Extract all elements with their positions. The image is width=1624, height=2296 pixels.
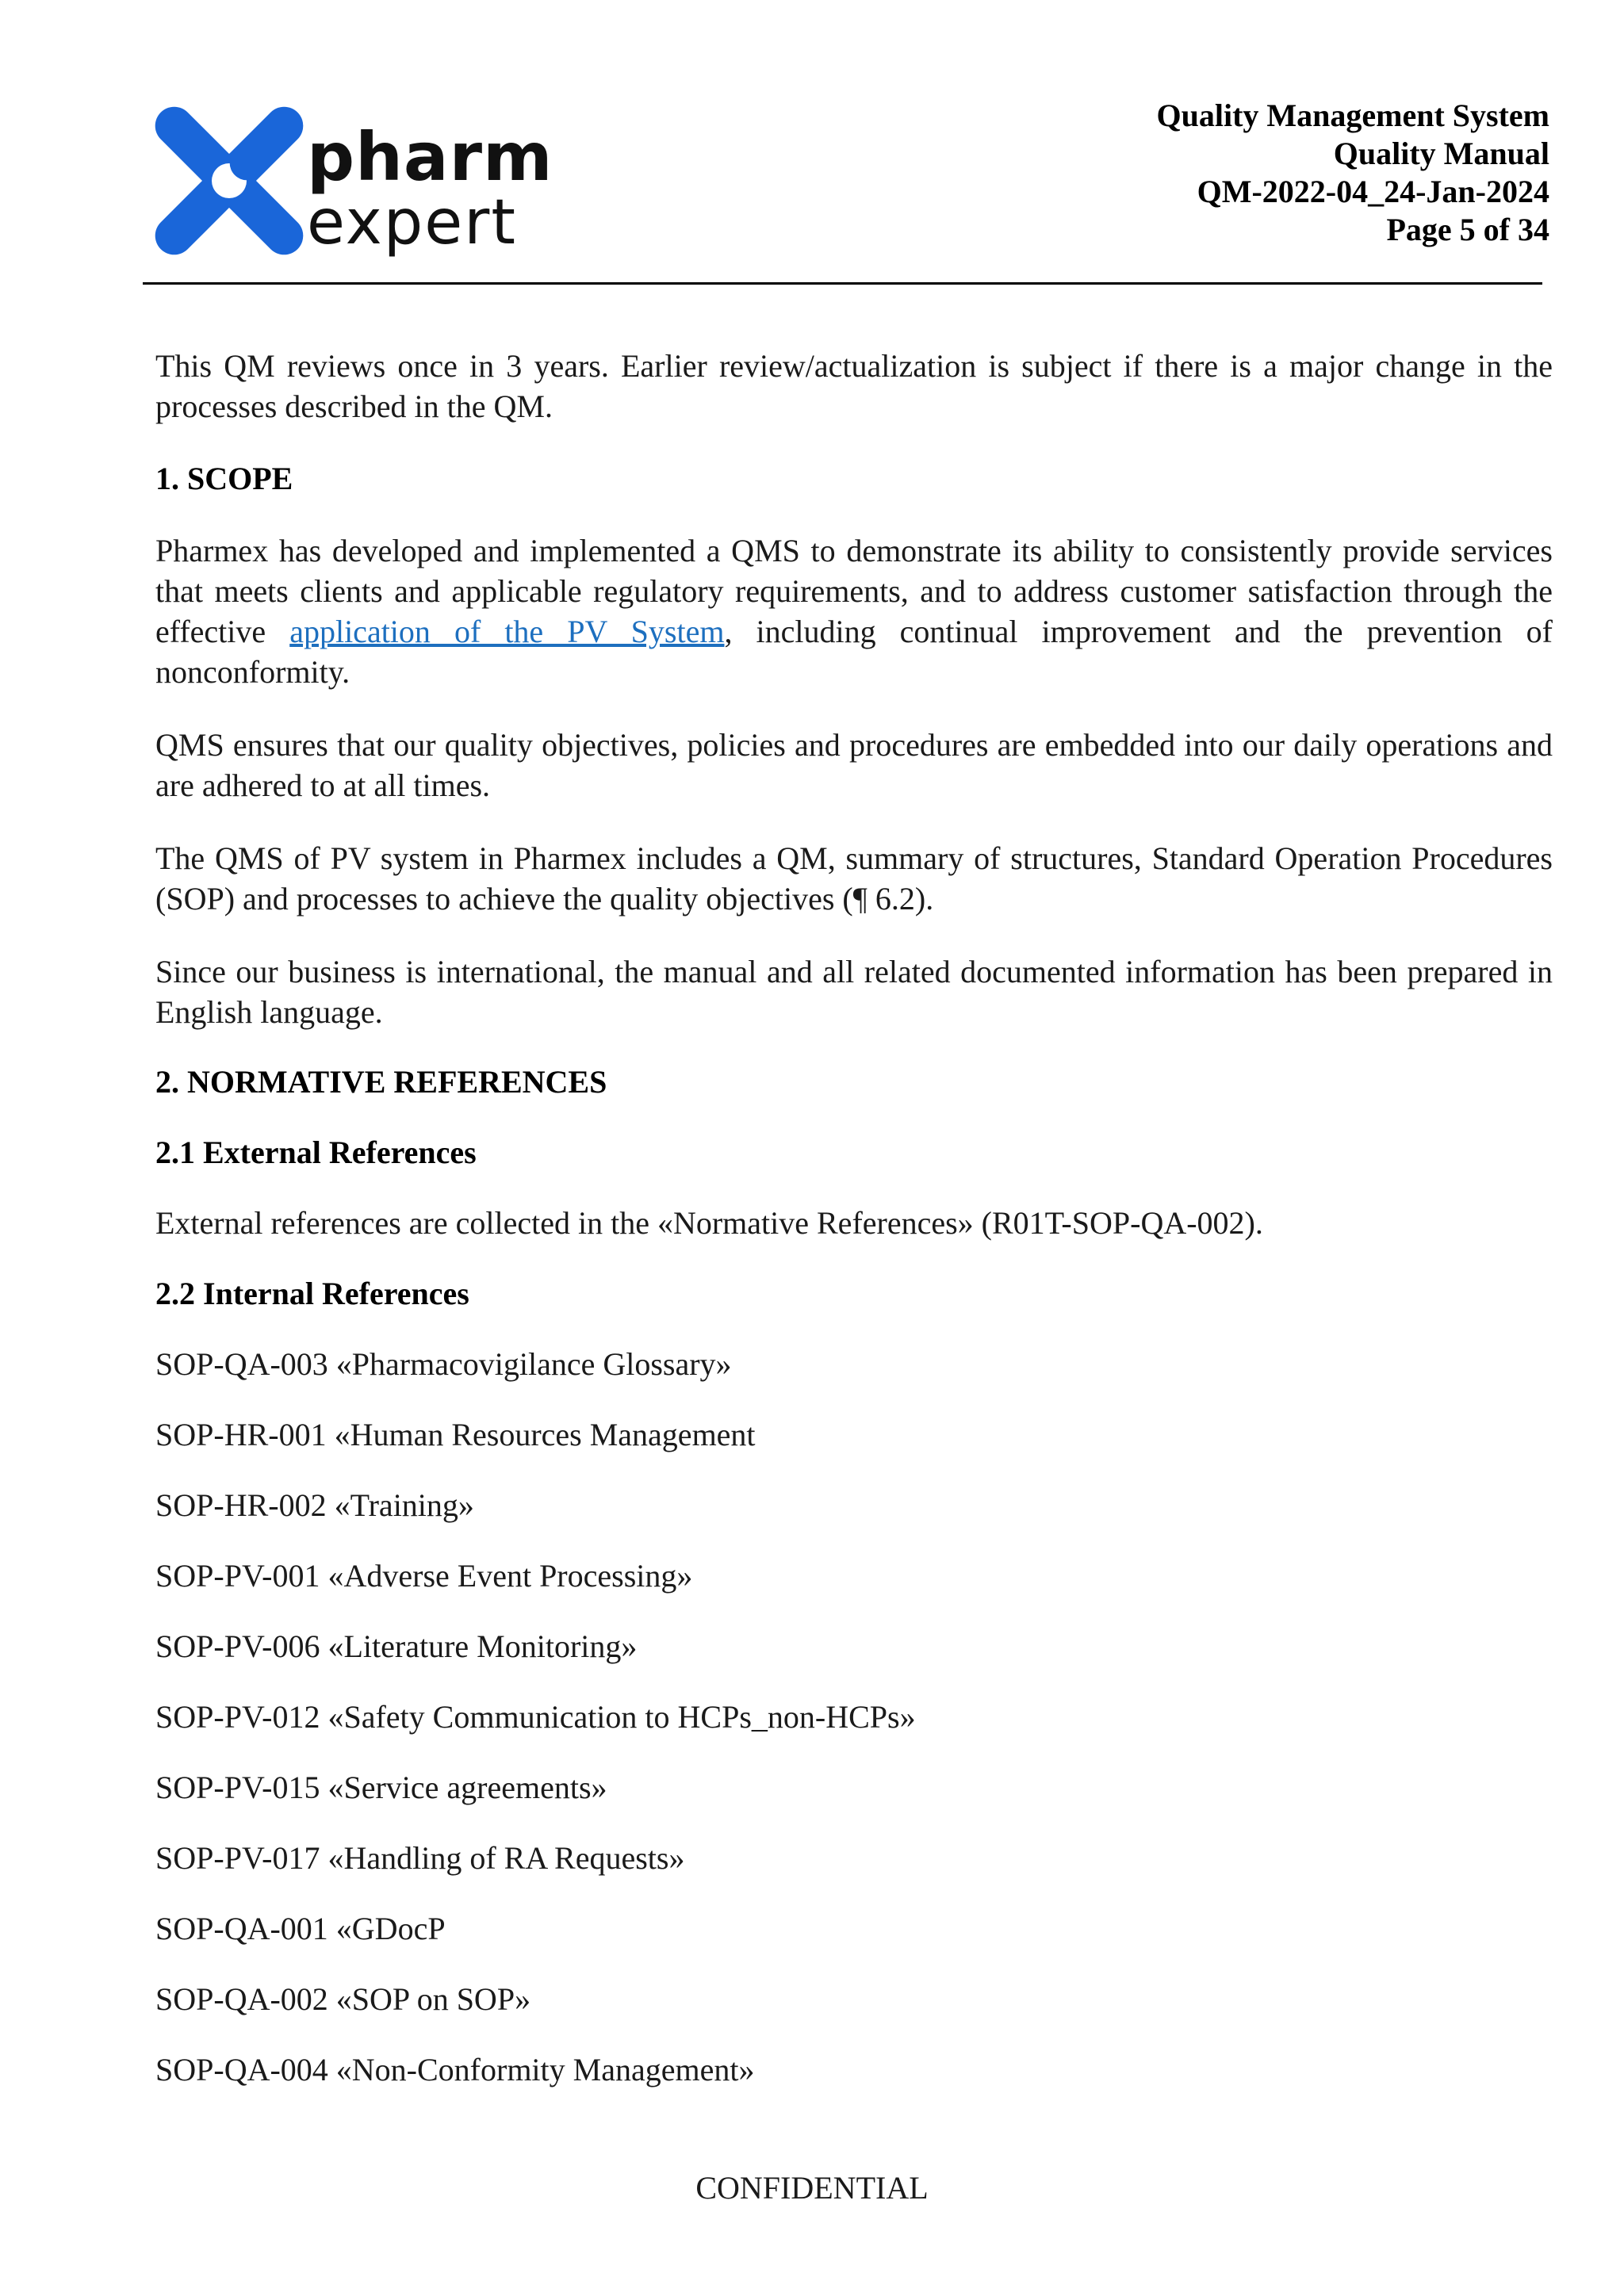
external-references-heading: 2.1 External References (155, 1135, 477, 1170)
list-item: SOP-PV-017 «Handling of RA Requests» (155, 1840, 685, 1876)
header-manual-title: Quality Manual (1333, 136, 1549, 171)
company-logo (152, 101, 565, 260)
list-item: SOP-PV-015 «Service agreements» (155, 1770, 607, 1805)
logo-word-pharm: pharm (307, 118, 553, 196)
intro-paragraph: This QM reviews once in 3 years. Earlier review/actualization is subject if there is a major change in the processes described in the QM. (155, 348, 1553, 424)
list-item: SOP-QA-003 «Pharmacovigilance Glossary» (155, 1346, 732, 1382)
scope-paragraph-3: The QMS of PV system in Pharmex includes a QM, summary of structures, Standard Operation Procedures (SOP) and processes to achieve the quality objectives (¶ 6.2). (155, 840, 1553, 916)
scope-paragraph-1-text-end: , including continual improvement and the prevention of nonconformity. (155, 614, 1553, 690)
internal-references-heading: 2.2 Internal References (155, 1276, 469, 1311)
x-mark-icon (152, 101, 307, 260)
list-item: SOP-PV-001 «Adverse Event Processing» (155, 1558, 693, 1594)
document-body (155, 346, 1553, 2090)
list-item: SOP-QA-002 «SOP on SOP» (155, 1981, 531, 2017)
header-page-number: Page 5 of 34 (1386, 212, 1549, 247)
list-item: SOP-HR-001 «Human Resources Management (155, 1417, 756, 1452)
scope-paragraph-4: Since our business is international, the manual and all related documented information has been prepared in English language. (155, 954, 1553, 1030)
list-item: SOP-PV-012 «Safety Communication to HCPs_non-HCPs» (155, 1699, 916, 1735)
normative-references-heading: 2. NORMATIVE REFERENCES (155, 1064, 607, 1100)
document-header-info (1156, 97, 1549, 249)
scope-paragraph-1-text: Pharmex has developed and implemented a QMS to demonstrate its ability to consistently provide services that meets clients and applicable regulatory requirements, and to address customer satisfaction through the effective (155, 533, 1553, 649)
footer-confidential: CONFIDENTIAL (695, 2170, 929, 2206)
scope-heading: 1. SCOPE (155, 461, 293, 496)
scope-paragraph-2: QMS ensures that our quality objectives, policies and procedures are embedded into our daily operations and are adhered to at all times. (155, 727, 1553, 803)
header-system-title: Quality Management System (1156, 98, 1549, 133)
list-item: SOP-QA-004 «Non-Conformity Management» (155, 2052, 755, 2087)
header-document-code: QM-2022-04_24-Jan-2024 (1197, 174, 1549, 209)
list-item: SOP-PV-006 «Literature Monitoring» (155, 1628, 638, 1664)
external-references-text: External references are collected in the «Normative References» (R01T-SOP-QA-002). (155, 1205, 1263, 1241)
list-item: SOP-HR-002 «Training» (155, 1487, 474, 1523)
internal-references-list (155, 1344, 1553, 2090)
list-item: SOP-QA-001 «GDocP (155, 1911, 446, 1946)
pv-system-link[interactable]: application of the PV System (289, 614, 725, 649)
logo-word-expert: expert (307, 187, 517, 258)
scope-paragraph-1 (155, 530, 1553, 692)
header-divider (143, 282, 1542, 285)
